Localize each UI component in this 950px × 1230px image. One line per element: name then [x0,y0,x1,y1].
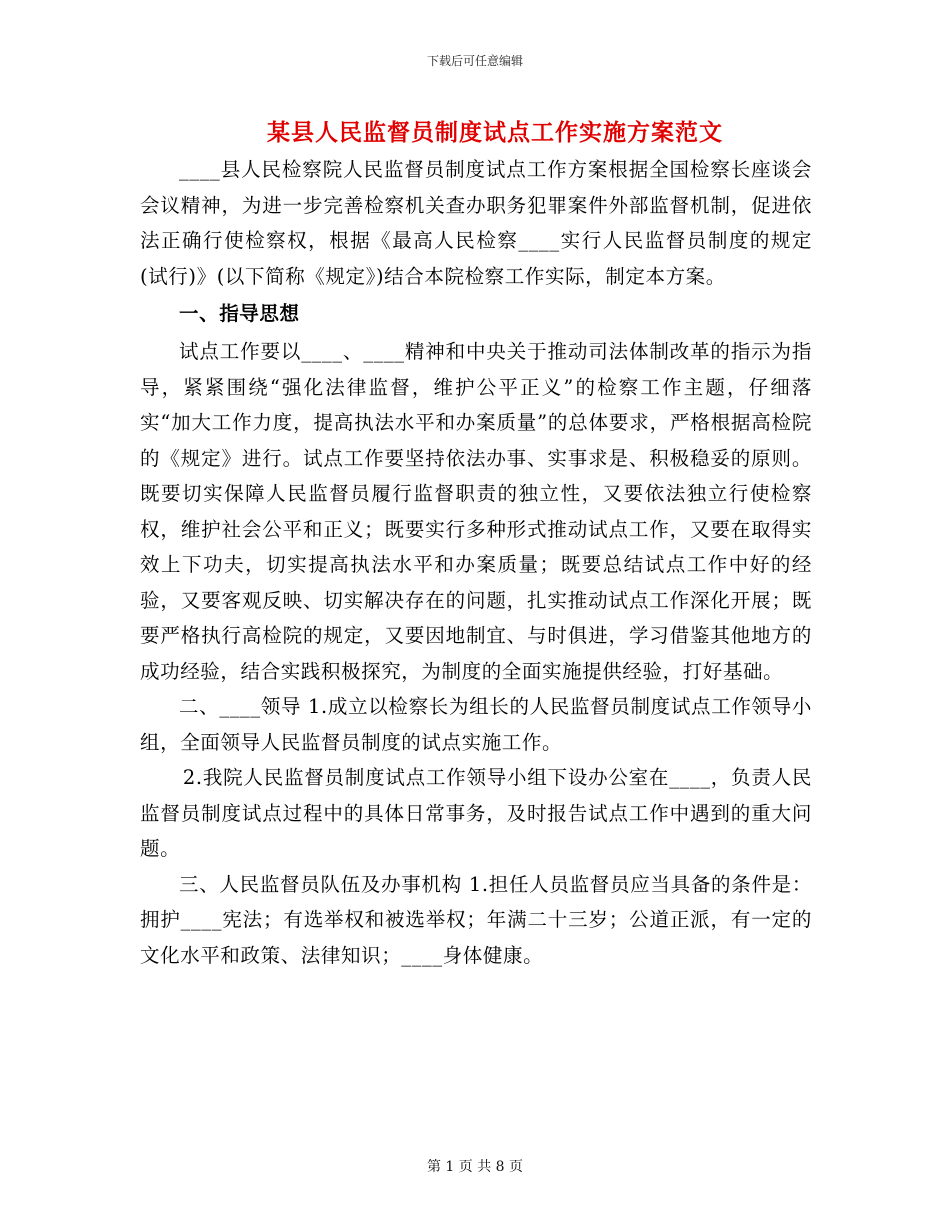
document-body [140,152,812,973]
leadership-paragraph: 二、____领导 1.成立以检察长为组长的人民监督员制度试点工作领导小组，全面领导人民监督员制度的试点实施工作。 [140,695,812,754]
document-title: 某县人民监督员制度试点工作实施方案范文 [267,119,723,146]
intro-paragraph: ____县人民检察院人民监督员制度试点工作方案根据全国检察长座谈会会议精神，为进一步完善检察机关查办职务犯罪案件外部监督机制，促进依法正确行使检察权，根据《最高人民检察____实行人民监督员制度的规定(试行)》(以下简称《规定》)结合本院检察工作实际，制定本方案。 [140,158,812,288]
guiding-ideology-paragraph: 试点工作要以____、____精神和中央关于推动司法体制改革的指示为指导，紧紧围绕“强化法律监督，维护公平正义”的检察工作主题，仔细落实“加大工作力度，提高执法水平和办案质量”的总体要求，严格根据高检院的《规定》进行。试点工作要坚持依法办事、实事求是、积极稳妥的原则。既要切实保障人民监督员履行监督职责的独立性，又要依法独立行使检察权，维护社会公平和正义；既要实行多种形式推动试点工作，又要在取得实效上下功夫，切实提高执法水平和办案质量；既要总结试点工作中好的经验，又要客观反映、切实解决存在的问题，扎实推动试点工作深化开展；既要严格执行高检院的规定，又要因地制宜、与时俱进，学习借鉴其他地方的成功经验，结合实践积极探究，为制度的全面实施提供经验，打好基础。 [140,340,812,683]
office-paragraph: 2.我院人民监督员制度试点工作领导小组下设办公室在____，负责人民监督员制度试点过程中的具体日常事务，及时报告试点工作中遇到的重大问题。 [140,766,812,860]
section-heading-guiding-ideology: 一、指导思想 [179,302,300,325]
header-note: 下载后可任意编辑 [426,54,523,68]
page-number: 第 1 页 共 8 页 [426,1159,524,1175]
supervisor-team-paragraph: 三、人民监督员队伍及办事机构 1.担任人员监督员应当具备的条件是：拥护____宪法；有选举权和被选举权；年满二十三岁；公道正派，有一定的文化水平和政策、法律知识；____身体健康。 [140,872,812,967]
